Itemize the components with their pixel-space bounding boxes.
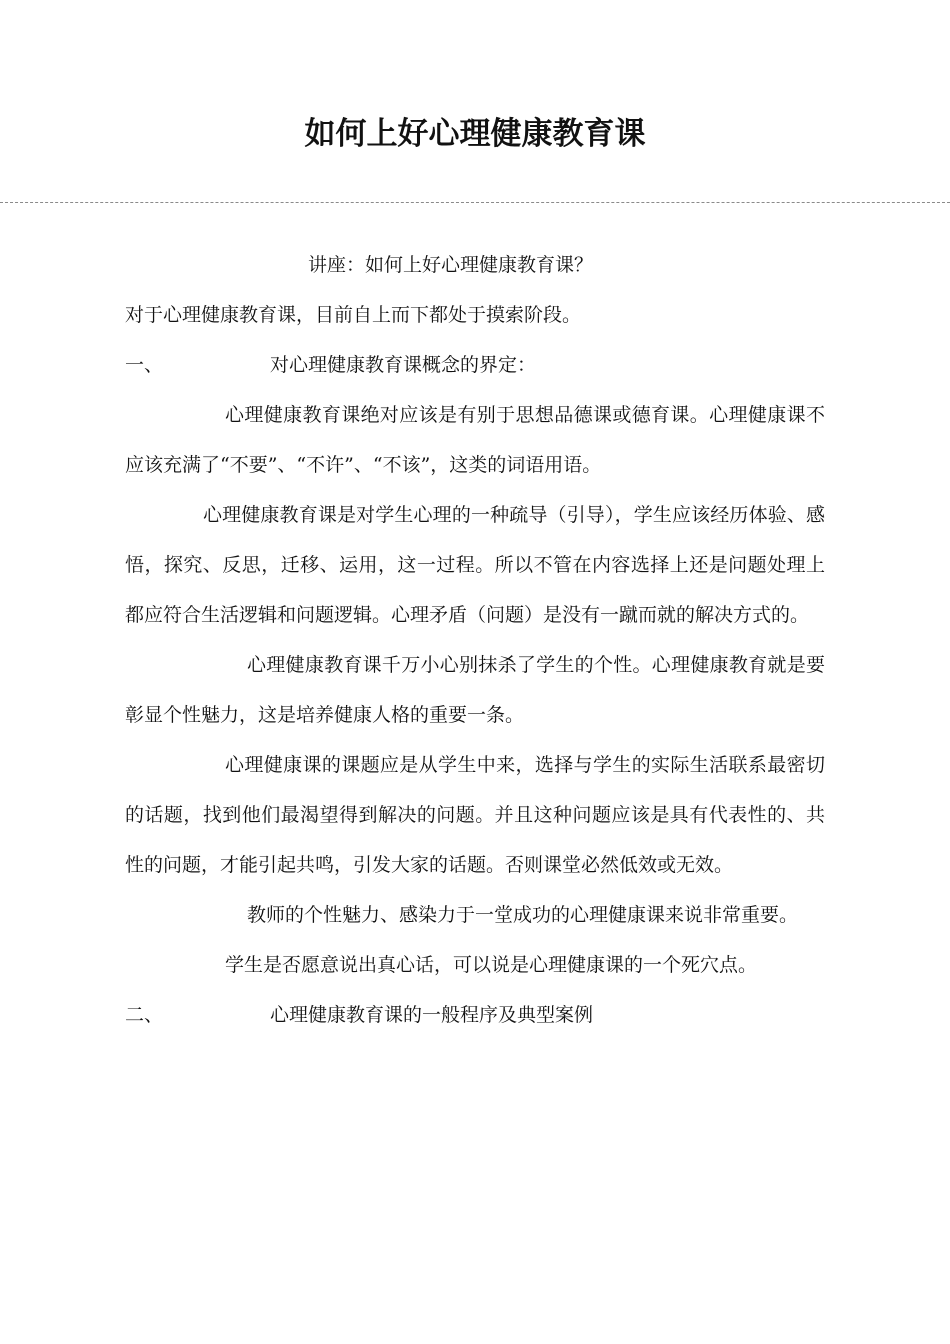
section-heading-1 — [125, 340, 825, 390]
section-heading-text: 对心理健康教育课概念的界定： — [270, 354, 537, 376]
document-title: 如何上好心理健康教育课 — [304, 116, 646, 152]
lecture-title: 讲座：如何上好心理健康教育课？ — [308, 254, 594, 276]
body-paragraph: 心理健康教育课是对学生心理的一种疏导（引导），学生应该经历体验、感悟，探究、反思，迁移、运用，这一过程。所以不管在内容选择上还是问题处理上都应符合生活逻辑和问题逻辑。心理矛盾（问题）是没有一蹴而就的解决方式的。 — [125, 504, 825, 626]
intro-paragraph: 对于心理健康教育课，目前自上而下都处于摸索阶段。 — [125, 304, 582, 326]
section-number: 一、 — [125, 354, 164, 376]
body-paragraph: 心理健康课的课题应是从学生中来，选择与学生的实际生活联系最密切的话题，找到他们最渴望得到解决的问题。并且这种问题应该是具有代表性的、共性的问题，才能引起共鸣，引发大家的话题。否则课堂必然低效或无效。 — [125, 754, 825, 876]
body-paragraph: 心理健康教育课千万小心别抹杀了学生的个性。心理健康教育就是要彰显个性魅力，这是培养健康人格的重要一条。 — [125, 654, 825, 726]
body-paragraph: 教师的个性魅力、感染力于一堂成功的心理健康课来说非常重要。 — [247, 904, 799, 926]
section-heading-2 — [125, 990, 825, 1040]
section-heading-text: 心理健康教育课的一般程序及典型案例 — [270, 1004, 594, 1026]
section-number: 二、 — [125, 1004, 164, 1026]
header-divider — [0, 202, 950, 203]
document-body — [125, 240, 825, 1040]
body-paragraph: 心理健康教育课绝对应该是有别于思想品德课或德育课。心理健康课不应该充满了“不要”、“不许”、“不该”，这类的词语用语。 — [125, 404, 825, 476]
body-paragraph: 学生是否愿意说出真心话，可以说是心理健康课的一个死穴点。 — [225, 954, 758, 976]
